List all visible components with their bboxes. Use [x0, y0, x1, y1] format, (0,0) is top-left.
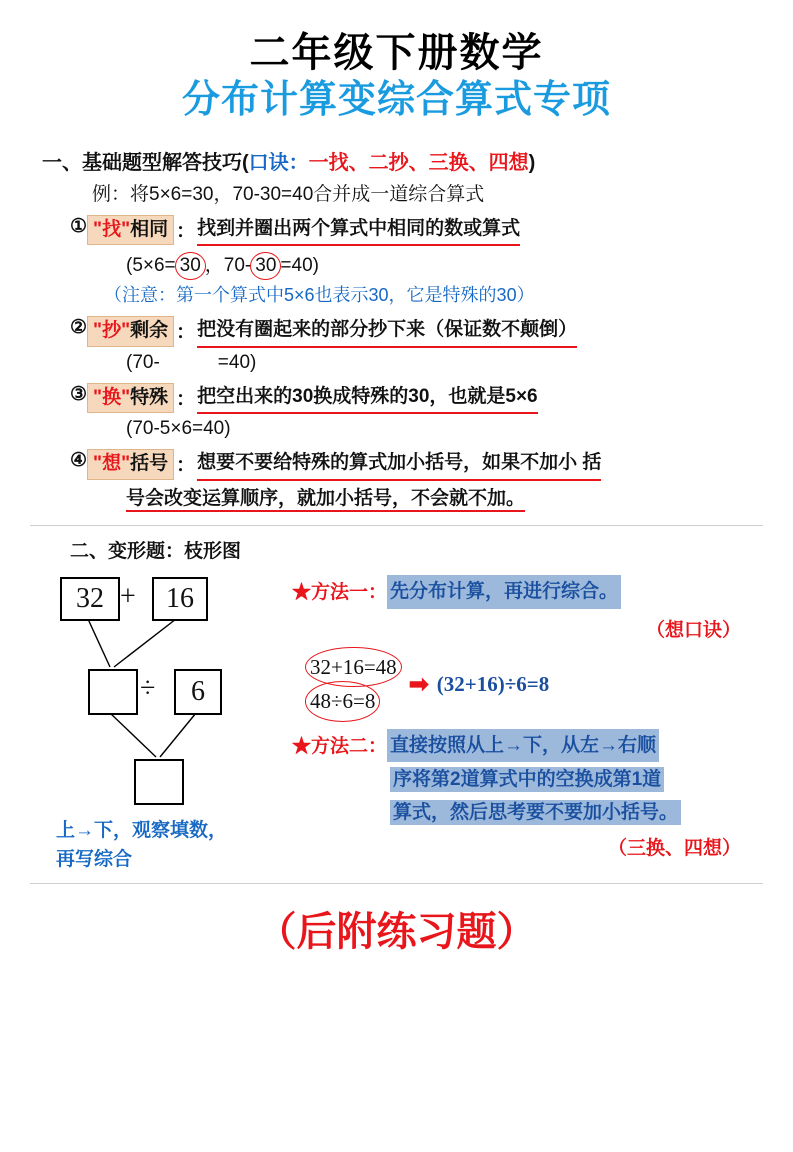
- section1-heading-prefix: 一、基础题型解答技巧(: [42, 151, 249, 174]
- diagram-box-6: 6: [174, 669, 222, 715]
- step-3-tag: [87, 383, 174, 414]
- step-1-detail-mid: ，70-: [204, 255, 252, 277]
- diagram-caption-line2: 再写综合: [56, 848, 133, 870]
- step-1-tag: [87, 215, 174, 246]
- step-3-colon: ：: [176, 388, 196, 410]
- method-1-calc-line2: 48÷6=8: [306, 684, 379, 719]
- step-4-number: ④: [70, 450, 88, 472]
- step-2-text: 把没有圈起来的部分抄下来（保证数不颠倒）: [197, 316, 577, 348]
- step-4-text-line1: 想要不要给特殊的算式加小括号，如果不加小 括: [197, 449, 601, 481]
- method-1-calc-steps: [306, 650, 401, 719]
- method-2-line3-wrap: [390, 798, 763, 827]
- section1-heading-kou: 口诀：: [248, 151, 309, 174]
- step-4-quote-open: ": [93, 453, 103, 475]
- step-2-number: ②: [70, 317, 88, 339]
- step-1: [70, 215, 763, 247]
- step-2-quote-open: ": [93, 320, 103, 342]
- section-transform: [30, 536, 763, 884]
- diagram-caption: [56, 817, 227, 874]
- section1-note: （注意：第一个算式中5×6也表示30，它是特殊的30）: [104, 285, 535, 306]
- method-2-line3: 算式，然后思考要不要加小括号。: [390, 800, 681, 825]
- step-2-quote-close: ": [121, 320, 131, 342]
- step-4: [70, 449, 763, 481]
- diagram-box-blank-middle[interactable]: [88, 669, 138, 715]
- footer-note: （后附练习题）: [256, 909, 537, 955]
- step-2-colon: ：: [176, 322, 196, 344]
- diagram-box-blank-bottom[interactable]: [134, 759, 184, 805]
- page-title: 二年级下册数学: [249, 30, 544, 75]
- method-1-calc-line2-wrap: [306, 684, 401, 719]
- method-2-row: [292, 729, 763, 762]
- step-4-key: 想: [102, 453, 122, 475]
- circled-number-2: 30: [251, 255, 280, 277]
- step-2: [70, 316, 763, 348]
- method-1-result: (32+16)÷6=8: [436, 671, 550, 696]
- step-3-quote-open: ": [93, 386, 103, 408]
- step-4-text-line2: 号会改变运算顺序，就加小括号，不会就不加。: [126, 488, 525, 512]
- section2-body: [30, 573, 763, 873]
- diagram-box-16: 16: [152, 577, 208, 621]
- diagram-caption-line1: 上→下，观察填数，: [56, 820, 228, 842]
- section-basic-technique: [30, 146, 763, 527]
- method-2-line2: 序将第2道算式中的空换成第1道: [390, 767, 664, 792]
- step-1-tag-rest: 相同: [130, 218, 169, 240]
- diagram-box-32: 32: [60, 577, 120, 621]
- circled-number-1: 30: [176, 255, 205, 277]
- step-3: [70, 383, 763, 415]
- section1-heading-koulist: 一找、二抄、三换、四想: [308, 151, 529, 174]
- method-1-note: （想口诀）: [645, 619, 741, 641]
- method-1-highlight: 先分布计算，再进行综合。: [387, 575, 621, 608]
- step-3-tag-rest: 特殊: [130, 386, 169, 408]
- step-3-detail: (70-5×6=40): [126, 418, 231, 440]
- step-3-quote-close: ": [121, 386, 131, 408]
- step-3-text: 把空出来的30换成特殊的30，也就是5×6: [197, 383, 538, 415]
- method-2-line1: 直接按照从上→下，从左→右顺: [387, 729, 659, 762]
- step-1-text: 找到并圈出两个算式中相同的数或算式: [197, 215, 520, 247]
- step-4-text-line2-wrap: [126, 485, 763, 514]
- step-3-key: 换: [102, 386, 122, 408]
- step-2-tag: [87, 316, 174, 347]
- method-1-row: [292, 575, 763, 608]
- method-1-label: ★方法一：: [292, 582, 388, 604]
- step-2-detail-suffix: =40): [217, 351, 257, 373]
- section2-heading: 二、变形题：枝形图: [70, 541, 242, 563]
- page-subtitle: 分布计算变综合算式专项: [181, 79, 611, 121]
- step-1-detail: [126, 250, 763, 277]
- right-arrow-icon: ➡: [408, 670, 429, 698]
- method-2-line2-wrap: [390, 765, 763, 794]
- step-2-detail: [126, 352, 763, 374]
- step-1-key: 找: [102, 218, 122, 240]
- step-4-tag: [87, 449, 174, 480]
- branch-diagram: [52, 573, 282, 873]
- step-1-number: ①: [70, 215, 88, 237]
- step-1-quote-close: ": [121, 218, 131, 240]
- method-2-label: ★方法二：: [292, 735, 388, 757]
- diagram-divide-sign: ÷: [140, 673, 156, 705]
- method-1-calc-line1: 32+16=48: [306, 650, 401, 685]
- step-2-key: 抄: [102, 320, 122, 342]
- step-2-detail-prefix: (70-: [126, 351, 160, 373]
- method-2-block: [292, 729, 763, 860]
- step-2-tag-rest: 剩余: [130, 320, 169, 342]
- section1-heading: [42, 146, 763, 175]
- step-4-quote-close: ": [121, 453, 131, 475]
- section1-heading-suffix: ): [528, 151, 536, 174]
- step-1-detail-suffix: =40): [280, 255, 319, 277]
- diagram-plus-sign: +: [120, 581, 136, 613]
- method-2-note: （三换、四想）: [607, 838, 741, 860]
- method-1-calc-line1-wrap: [306, 650, 401, 685]
- method-1-calculation: [306, 650, 763, 719]
- methods-area: [282, 573, 763, 873]
- worksheet-page: [0, 30, 793, 1152]
- step-4-colon: ：: [176, 455, 196, 477]
- step-4-tag-rest: 括号: [130, 453, 169, 475]
- step-3-number: ③: [70, 383, 88, 405]
- section1-example: 例：将5×6=30，70-30=40合并成一道综合算式: [92, 183, 485, 205]
- step-1-detail-prefix: (5×6=: [126, 255, 176, 277]
- step-1-quote-open: ": [93, 218, 103, 240]
- step-1-colon: ：: [176, 220, 196, 242]
